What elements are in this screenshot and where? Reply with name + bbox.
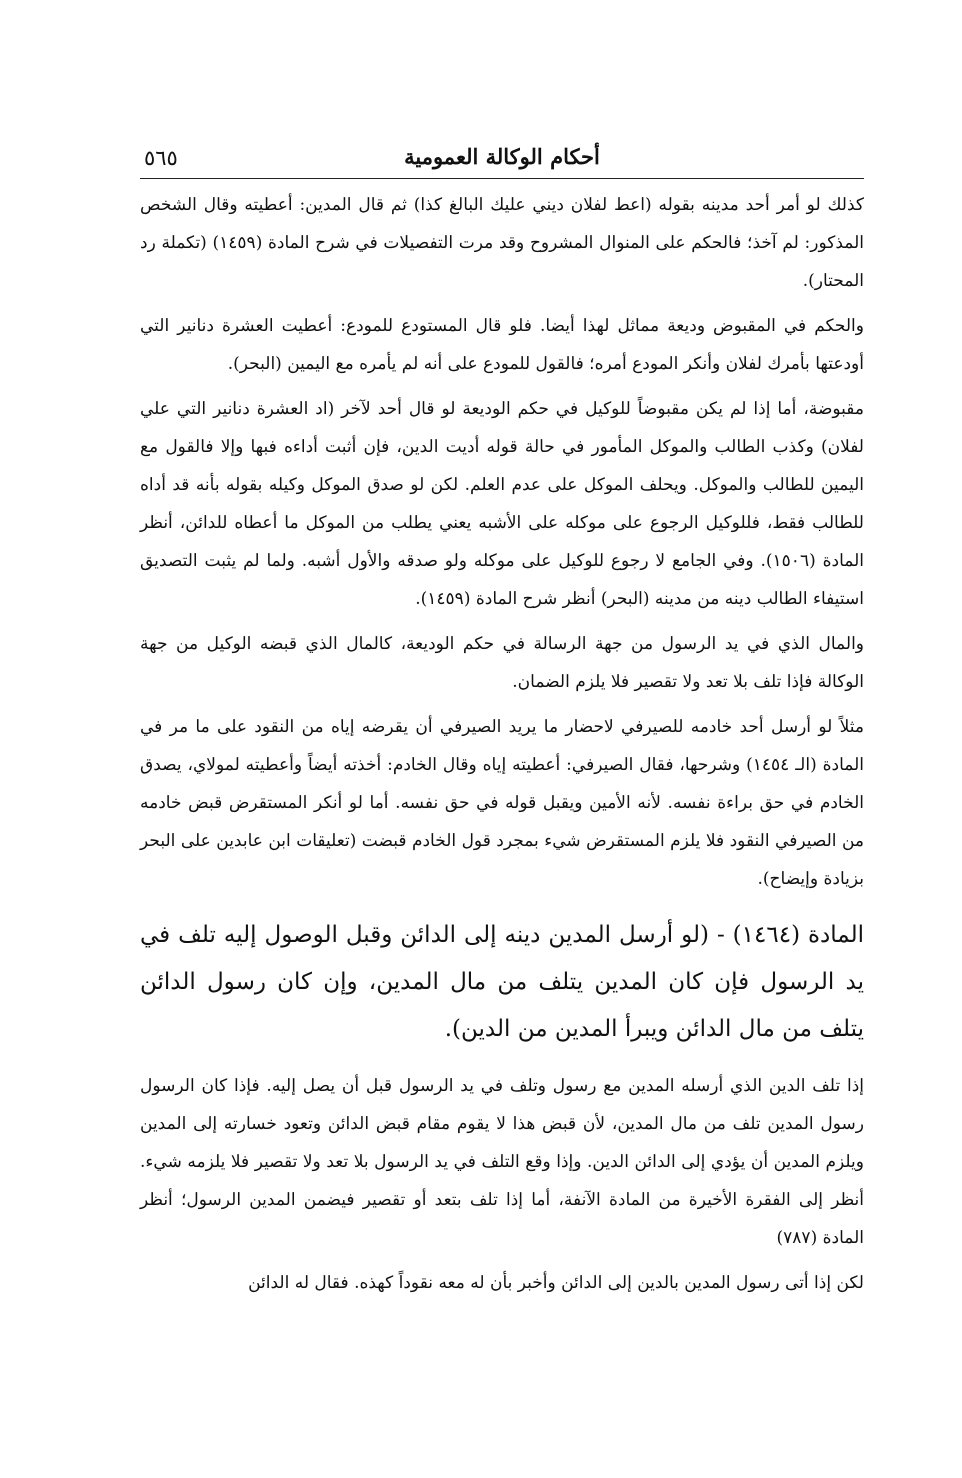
- page-number: ٥٦٥: [144, 146, 178, 170]
- header-rule: [140, 178, 864, 179]
- paragraph-1: كذلك لو أمر أحد مدينه بقوله (اعط لفلان ديني عليك البالغ كذا) ثم قال المدين: أعطيته وقال الشخص المذكور: لم آخذ؛ فالحكم على المنوال المشروح وقد مرت التفصيلات في شرح المادة (١٤٥٩) (تكملة رد المحتار).: [140, 195, 864, 291]
- page-body: [140, 186, 864, 1302]
- paragraph-2: والحكم في المقبوض وديعة مماثل لهذا أيضا. فلو قال المستودع للمودع: أعطيت العشرة دنانير التي أودعتها بأمرك لفلان وأنكر المودع أمره؛ فالقول للمودع على أنه لم يأمره مع اليمين (البحر).: [140, 316, 864, 374]
- article-1464-text: المادة (١٤٦٤) - (لو أرسل المدين دينه إلى الدائن وقبل الوصول إليه تلف في يد الرسول فإن كان المدين يتلف من مال المدين، وإن كان رسول الدائن يتلف من مال الدائن ويبرأ المدين من الدين).: [140, 922, 864, 1042]
- paragraph-5: مثلاً لو أرسل أحد خادمه للصيرفي لاحضار ما يريد الصيرفي أن يقرضه إياه من النقود على ما مر في المادة (الـ ١٤٥٤) وشرحها، فقال الصيرفي: أعطيته إياه وقال الخادم: أخذته أيضاً وأعطيته لمولاي، يصدق الخادم في حق براءة نفسه. لأنه الأمين ويقبل قوله في حق نفسه. أما لو أنكر المستقرض قبض خادمه من الصيرفي النقود فلا يلزم المستقرض شيء بمجرد قول الخادم قبضت (تعليقات ابن عابدين على البحر بزيادة وإيضاح).: [140, 717, 864, 889]
- header-title: أحكام الوكالة العمومية: [404, 144, 600, 169]
- paragraph-3: مقبوضة، أما إذا لم يكن مقبوضاً للوكيل في حكم الوديعة لو قال أحد لآخر (اد العشرة دنانير التي علي لفلان) وكذب الطالب والموكل المأمور في حالة قوله أديت الدين، فإن أثبت أداءه فبها وإلا فالقول مع اليمين للطالب والموكل. ويحلف الموكل على عدم العلم. لكن لو صدق الموكل وكيله بقوله بأنه قد أداه للطالب فقط، فللوكيل الرجوع على موكله على الأشبه يعني يطلب من الموكل ما أعطاه للدائن، أنظر المادة (١٥٠٦). وفي الجامع لا رجوع للوكيل على موكله ولو صدقه والأول أشبه. ولما لم يثبت التصديق استيفاء الطالب دينه من مدينه (البحر) أنظر شرح المادة (١٤٥٩).: [140, 399, 864, 609]
- running-header: [140, 140, 864, 180]
- paragraph-7: إذا تلف الدين الذي أرسله المدين مع رسول وتلف في يد الرسول قبل أن يصل إليه. فإذا كان الرسول رسول المدين تلف من مال المدين، لأن قبض هذا لا يقوم مقام قبض الدائن وتعود خسارته إلى المدين ويلزم المدين أن يؤدي إلى الدائن الدين. وإذا وقع التلف في يد الرسول بلا تعد ولا تقصير فلا يلزمه شيء. أنظر إلى الفقرة الأخيرة من المادة الآنفة، أما إذا تلف بتعد أو تقصير فيضمن المدين الرسول؛ أنظر المادة (٧٨٧): [140, 1076, 864, 1248]
- paragraph-8: لكن إذا أتى رسول المدين بالدين إلى الدائن وأخبر بأن له معه نقوداً كهذه. فقال له الدائن: [248, 1273, 864, 1293]
- paragraph-4: والمال الذي في يد الرسول من جهة الرسالة في حكم الوديعة، كالمال الذي قبضه الوكيل من جهة الوكالة فإذا تلف بلا تعد ولا تقصير فلا يلزم الضمان.: [140, 634, 864, 692]
